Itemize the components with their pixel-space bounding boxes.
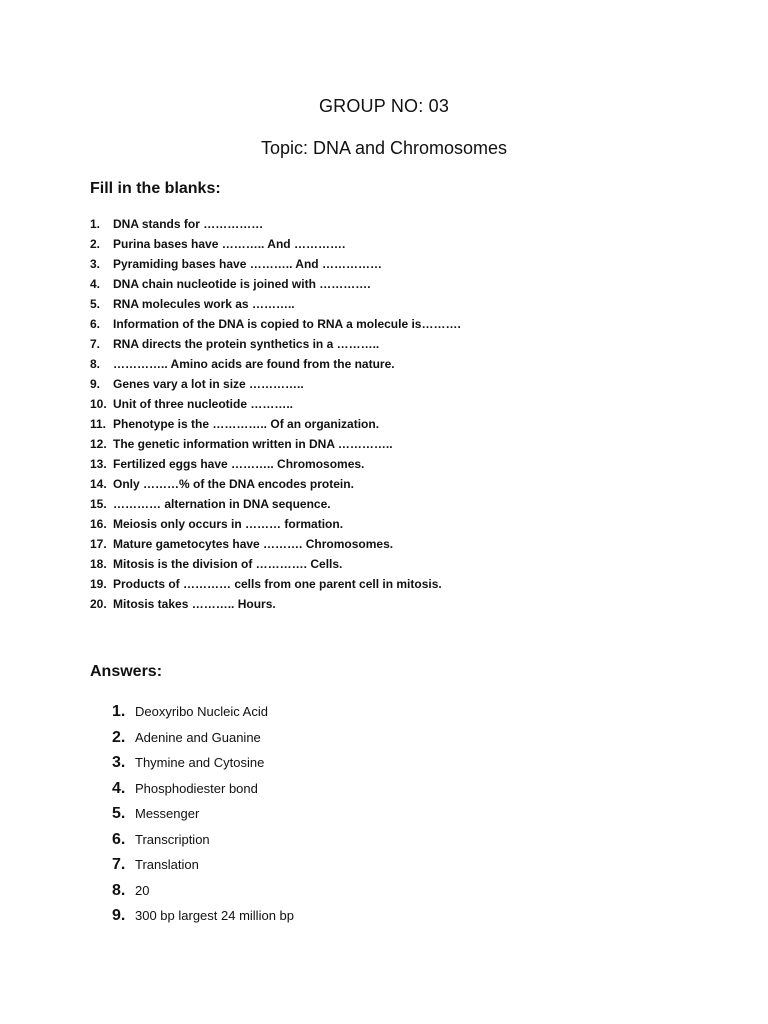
question-item [90, 414, 461, 434]
question-text: Unit of three nucleotide ……….. [113, 397, 294, 411]
question-item [90, 274, 461, 294]
answer-number: 9. [112, 907, 126, 924]
topic-title: Topic: DNA and Chromosomes [260, 138, 508, 158]
question-text: Products of ………… cells from one parent cell in mitosis. [113, 577, 442, 591]
question-number: 6. [90, 317, 101, 331]
question-text: The genetic information written in DNA ………….. [113, 437, 393, 451]
answers-heading: Answers: [90, 663, 163, 680]
question-text: Pyramiding bases have ……….. And …………… [113, 257, 382, 271]
question-text: DNA stands for …………… [113, 217, 264, 231]
question-text: Information of the DNA is copied to RNA a molecule is………. [113, 317, 461, 331]
question-list [90, 214, 461, 614]
question-number: 14. [90, 477, 107, 491]
question-number: 9. [90, 377, 101, 391]
answer-text: 20 [135, 882, 150, 898]
question-number: 20. [90, 597, 107, 611]
question-item [90, 314, 461, 334]
question-item [90, 494, 461, 514]
answer-text: Deoxyribo Nucleic Acid [135, 704, 268, 719]
question-text: Meiosis only occurs in ……… formation. [113, 517, 344, 531]
answer-number: 3. [112, 754, 126, 771]
question-item [90, 594, 461, 614]
question-number: 8. [90, 357, 101, 371]
question-item [90, 234, 461, 254]
question-item [90, 334, 461, 354]
question-item [90, 474, 461, 494]
question-item [90, 554, 461, 574]
question-number: 5. [90, 297, 101, 311]
question-number: 12. [90, 437, 107, 451]
answer-text: Translation [135, 857, 199, 872]
answer-text: Messenger [135, 806, 200, 821]
answer-text: Phosphodiester bond [135, 780, 258, 796]
question-number: 1. [90, 217, 101, 231]
question-number: 3. [90, 257, 101, 271]
question-item [90, 514, 461, 534]
question-item [90, 294, 461, 314]
question-item [90, 534, 461, 554]
question-number: 17. [90, 537, 107, 551]
question-text: Mature gametocytes have ………. Chromosomes. [113, 537, 394, 551]
question-number: 7. [90, 337, 101, 351]
answer-text: Adenine and Guanine [135, 729, 261, 745]
question-number: 4. [90, 277, 101, 291]
answer-number: 5. [112, 805, 126, 822]
fill-in-blanks-heading: Fill in the blanks: [90, 180, 221, 197]
question-item [90, 374, 461, 394]
question-text: Mitosis is the division of …………. Cells. [113, 557, 343, 571]
question-text: Fertilized eggs have ……….. Chromosomes. [113, 457, 365, 471]
answer-list [112, 699, 294, 929]
answer-number: 8. [112, 881, 126, 899]
question-number: 10. [90, 397, 107, 411]
answer-item [112, 878, 294, 904]
question-item [90, 394, 461, 414]
answer-item [112, 725, 294, 751]
question-number: 11. [90, 417, 107, 431]
question-text: ………….. Amino acids are found from the nature. [113, 357, 395, 371]
answer-number: 4. [112, 779, 126, 797]
question-number: 18. [90, 557, 107, 571]
question-number: 13. [90, 457, 107, 471]
question-item [90, 254, 461, 274]
answer-text: 300 bp largest 24 million bp [135, 908, 294, 923]
question-number: 16. [90, 517, 107, 531]
answer-item [112, 699, 294, 725]
answer-number: 6. [112, 830, 126, 848]
question-item [90, 434, 461, 454]
answer-item [112, 903, 294, 929]
question-number: 2. [90, 237, 101, 251]
answer-text: Thymine and Cytosine [135, 755, 265, 770]
question-text: Purina bases have ……….. And …………. [113, 237, 346, 251]
question-text: Only ………% of the DNA encodes protein. [113, 477, 354, 491]
question-text: Phenotype is the ………….. Of an organization. [113, 417, 380, 431]
question-item [90, 454, 461, 474]
group-title: GROUP NO: 03 [318, 96, 450, 116]
answer-item [112, 827, 294, 853]
answer-item [112, 750, 294, 776]
question-text: DNA chain nucleotide is joined with …………. [113, 277, 371, 291]
answer-text: Transcription [135, 831, 210, 847]
question-item [90, 354, 461, 374]
question-item [90, 574, 461, 594]
question-text: Genes vary a lot in size ………….. [113, 377, 304, 391]
question-number: 15. [90, 497, 107, 511]
question-text: ………… alternation in DNA sequence. [113, 497, 331, 511]
question-text: RNA molecules work as ……….. [113, 297, 295, 311]
answer-number: 1. [112, 703, 126, 720]
answer-item [112, 852, 294, 878]
answer-item [112, 776, 294, 802]
question-text: Mitosis takes ……….. Hours. [113, 597, 276, 611]
question-number: 19. [90, 577, 107, 591]
answer-number: 7. [112, 856, 126, 873]
answer-item [112, 801, 294, 827]
question-text: RNA directs the protein synthetics in a ……….. [113, 337, 380, 351]
answer-number: 2. [112, 728, 126, 746]
question-item [90, 214, 461, 234]
